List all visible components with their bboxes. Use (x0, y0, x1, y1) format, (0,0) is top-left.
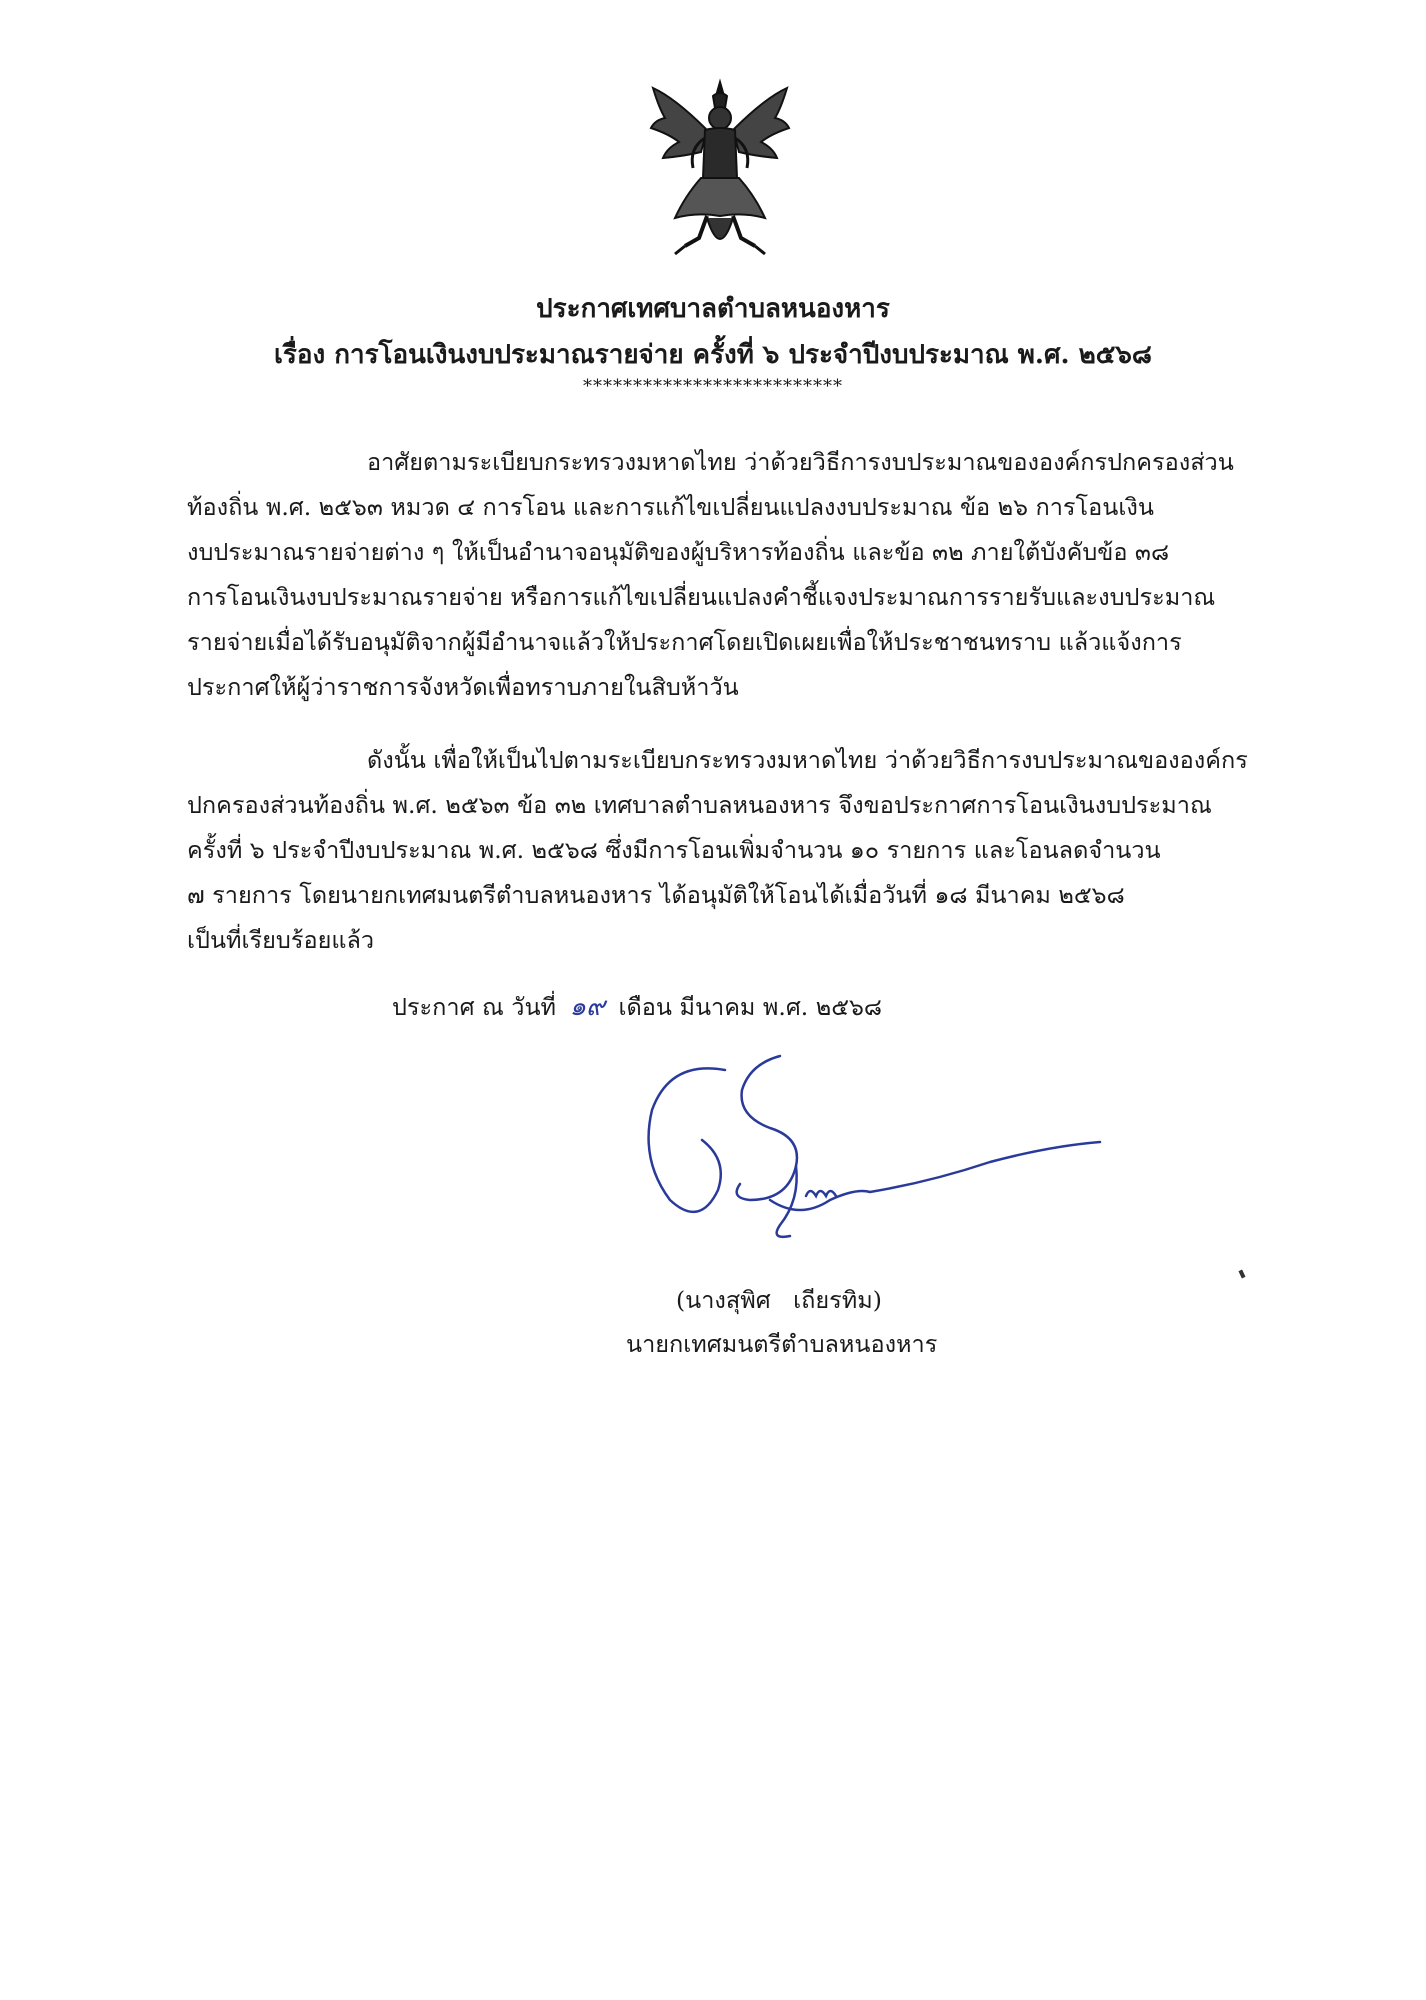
paragraph-line: ๗ รายการ โดยนายกเทศมนตรีตำบลหนองหาร ได้อนุมัติให้โอนได้เมื่อวันที่ ๑๘ มีนาคม ๒๕๖๘ (187, 881, 1125, 909)
body-paragraph-1 (187, 440, 1277, 710)
announcement-subject: เรื่อง การโอนเงินงบประมาณรายจ่าย ครั้งที่ ๖ ประจำปีงบประมาณ พ.ศ. ๒๕๖๘ (274, 340, 1152, 370)
scan-speck (1238, 1270, 1245, 1279)
paragraph-line: ท้องถิ่น พ.ศ. ๒๕๖๓ หมวด ๔ การโอน และการแก้ไขเปลี่ยนแปลงงบประมาณ ข้อ ๒๖ การโอนเงิน (187, 493, 1154, 521)
paragraph-line: การโอนเงินงบประมาณรายจ่าย หรือการแก้ไขเปลี่ยนแปลงคำชี้แจงประมาณการรายรับและงบประมาณ (187, 583, 1216, 611)
title-separator: ************************** (583, 376, 843, 397)
handwritten-signature (630, 1050, 1110, 1270)
handwritten-day: ๑๙ (569, 992, 606, 1022)
signatory-position: นายกเทศมนตรีตำบลหนองหาร (626, 1330, 938, 1358)
date-suffix: เดือน มีนาคม พ.ศ. ๒๕๖๘ (618, 993, 883, 1021)
signatory-name: (นางสุพิศ เถียรทิม) (676, 1286, 882, 1314)
paragraph-line: อาศัยตามระเบียบกระทรวงมหาดไทย ว่าด้วยวิธีการงบประมาณขององค์กรปกครองส่วน (367, 448, 1234, 476)
announcement-date (392, 986, 882, 1027)
announcement-title: ประกาศเทศบาลตำบลหนองหาร (536, 294, 890, 324)
paragraph-line: ปกครองส่วนท้องถิ่น พ.ศ. ๒๕๖๓ ข้อ ๓๒ เทศบาลตำบลหนองหาร จึงขอประกาศการโอนเงินงบประมาณ (187, 791, 1212, 819)
paragraph-line: งบประมาณรายจ่ายต่าง ๆ ให้เป็นอำนาจอนุมัติของผู้บริหารท้องถิ่น และข้อ ๓๒ ภายใต้บังคับข้อ ๓๘ (187, 538, 1170, 566)
paragraph-line: ครั้งที่ ๖ ประจำปีงบประมาณ พ.ศ. ๒๕๖๘ ซึ่งมีการโอนเพิ่มจำนวน ๑๐ รายการ และโอนลดจำนวน (187, 836, 1161, 864)
paragraph-line: ดังนั้น เพื่อให้เป็นไปตามระเบียบกระทรวงมหาดไทย ว่าด้วยวิธีการงบประมาณขององค์กร (367, 746, 1248, 774)
paragraph-line: เป็นที่เรียบร้อยแล้ว (187, 926, 375, 954)
paragraph-line: รายจ่ายเมื่อได้รับอนุมัติจากผู้มีอำนาจแล้วให้ประกาศโดยเปิดเผยเพื่อให้ประชาชนทราบ แล้วแจ้งการ (187, 628, 1182, 656)
garuda-emblem-icon (645, 78, 795, 260)
date-prefix: ประกาศ ณ วันที่ (392, 993, 556, 1021)
body-paragraph-2 (187, 738, 1277, 963)
paragraph-line: ประกาศให้ผู้ว่าราชการจังหวัดเพื่อทราบภายในสิบห้าวัน (187, 673, 739, 701)
